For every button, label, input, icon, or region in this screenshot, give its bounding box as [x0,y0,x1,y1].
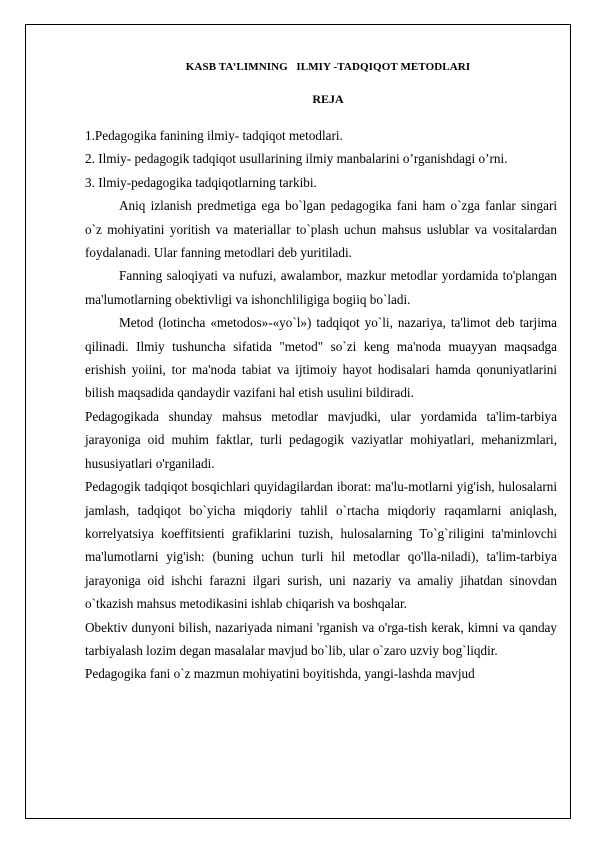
plan-item: 2. Ilmiy- pedagogik tadqiqot usullarining ilmiy manbalarini o’rganishdagi o’rni. [85,151,508,167]
plan-item: 1.Pedagogika fanining ilmiy- tadqiqot metodlari. [85,128,343,143]
paragraph: Pedagogik tadqiqot bosqichlari quyidagilardan iborat: ma'lu-motlarni yig'ish, hulosalarni jamlash, tadqiqot bo`yicha miqdoriy tahlil o`rtacha miqdoriy raqamlarni aniqlash, korrelyatsiya koeffitsienti grafiklarini tuzish, hulosalarning To`g`riligini ta'minlovchi ma'lumotlarni yig'ish: (buning uchun turli hil metodlar qo'lla-niladi), ta'lim-tarbiya jarayoniga oid ishchi farazni ilgari surish, uni nazariy va amaliy jihatdan sinovdan o`tkazish mahsus metodikasini ishlab chiqarish va boshqalar. [85,479,557,612]
paragraph: Pedagogikada shunday mahsus metodlar mavjudki, ular yordamida ta'lim-tarbiya jarayoniga oid muhim faktlar, turli pedagogik vaziyatlar mohiyatlari, mehanizmlari, hususiyatlari o'rganiladi. [85,408,557,471]
plan-item: 3. Ilmiy-pedagogika tadqiqotlarning tarkibi. [85,174,317,190]
plan-heading: REJA [312,92,344,106]
plan-list [85,124,557,194]
paragraph: Metod (lotincha «metodos»-«yo`l») tadqiqot yo`li, nazariya, ta'limot deb tarjima qilinadi. Ilmiy tushuncha sifatida "metod" so`zi keng ma'noda muayyan maqsadga erishish yoiini, tor ma'noda tabiat va ijtimoiy hayot hodisalari hamda qonuniyatlarini bilish maqsadida qandaydir vazifani hal etish usulini bildiradi. [85,315,557,401]
paragraph: Obektiv dunyoni bilish, nazariyada nimani 'rganish va o'rga-tish kerak, kimni va qanday tarbiyalash lozim degan masalalar mavjud bo`lib, ular o`zaro uzviy bog`liqdir. [85,619,557,658]
paragraph: Fanning saloqiyati va nufuzi, awalambor, mazkur metodlar yordamida to'plangan ma'lumotlarning obektivligi va ishonchliligiga bogiiq bo`ladi. [85,268,557,307]
document-title: KASB TA’LIMNING ILMIY -TADQIQOT METODLARI [185,61,471,73]
paragraph: Aniq izlanish predmetiga ega bo`lgan pedagogika fani ham o`zga fanlar singari o`z mohiyatini yoritish va materiallar to`plash uchun mahsus uslublar va vositalardan foydalanadi. Ular fanning metodlari deb yuritiladi. [85,198,557,261]
paragraph: Pedagogika fani o`z mazmun mohiyatini boyitishda, yangi-lashda mavjud [85,666,475,682]
document-body [85,52,557,686]
